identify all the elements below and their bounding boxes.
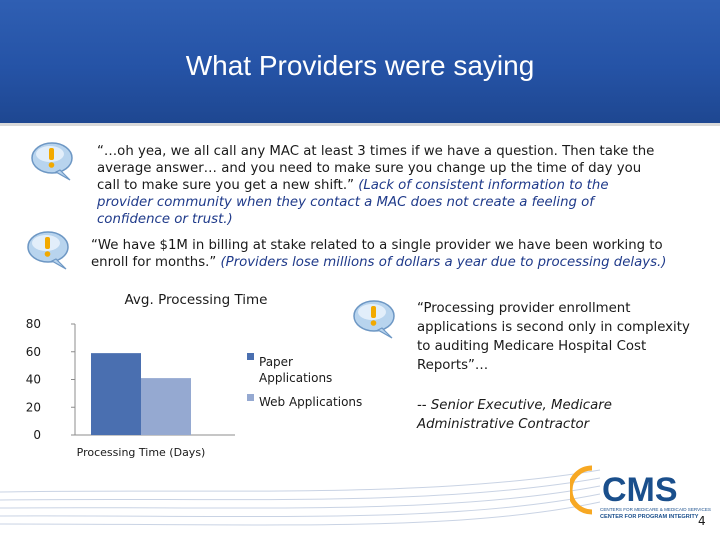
page-number: 4 [698, 514, 706, 528]
y-tick-label: 0 [33, 428, 41, 442]
side-quote-attribution: -- Senior Executive, Medicare Administrative Contractor [417, 398, 612, 432]
quote-2-text: “We have $1M in billing at stake related to a single provider we have been working to enroll for months.” [91, 238, 663, 270]
chart-title: Avg. Processing Time [124, 292, 268, 308]
quote-2-note: (Providers lose millions of dollars a year due to processing delays.) [220, 255, 667, 270]
quote-1-note: (Lack of consistent information to the provider community when they contact a MAC does not create a feeling of confidence or trust.) [97, 178, 609, 227]
legend-label-web: Web Applications [259, 395, 363, 409]
legend-label-paper: Paper Applications [259, 355, 333, 385]
side-quote: “Processing provider enrollment applications is second only in complexity to auditing Medicare Hospital Cost Reports”… [417, 301, 690, 373]
y-tick-label: 20 [25, 400, 41, 415]
cms-logo-line2: CENTER FOR PROGRAM INTEGRITY [600, 514, 699, 520]
cms-logo-line1: CENTERS FOR MEDICARE & MEDICAID SERVICES [600, 507, 711, 512]
y-tick-label: 40 [25, 372, 41, 387]
x-category-label: Processing Time (Days) [76, 446, 206, 459]
slide-title: What Providers were saying [185, 50, 535, 81]
quote-1-text: “…oh yea, we all call any MAC at least 3 times if we have a question. Then take the average answer… and you need to make sure you change up the time of day you call to make sure you get a new shift.” [97, 144, 655, 193]
cms-logo-name: CMS [602, 471, 678, 509]
cms-logo [570, 465, 715, 523]
y-tick-label: 80 [25, 317, 41, 331]
y-tick-label: 60 [25, 344, 41, 359]
